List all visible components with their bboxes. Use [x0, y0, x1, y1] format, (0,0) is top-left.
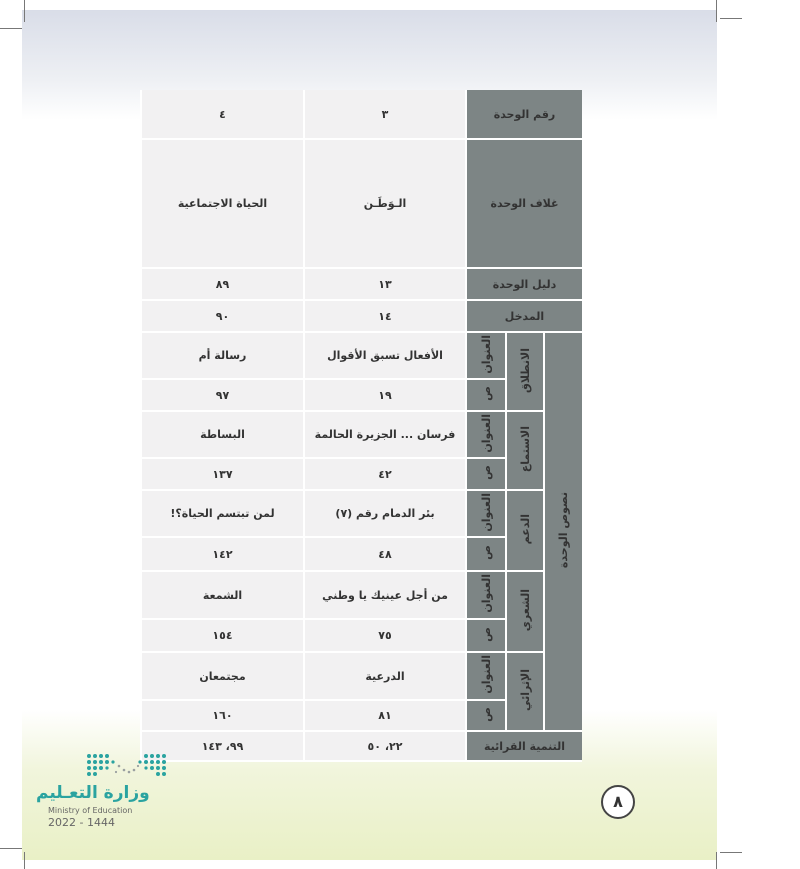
support-title-label: العنوان — [466, 490, 506, 537]
unit-4-launch-page: ٩٧ — [141, 379, 304, 411]
unit-3-intro-page: ١٤ — [304, 300, 466, 332]
unit-3-support-title: بئر الدمام رقم (٧) — [304, 490, 466, 537]
row-unit-cover — [141, 139, 582, 268]
unit-4-launch-title: رسالة أم — [141, 332, 304, 379]
page-number: ٨ — [601, 785, 635, 819]
row-support-title — [141, 490, 582, 537]
row-reading-development — [141, 731, 582, 761]
unit-4-poetry-title: الشمعة — [141, 571, 304, 619]
unit-3-guide-page: ١٣ — [304, 268, 466, 300]
unit-3-reading-pages: ٢٢، ٥٠ — [304, 731, 466, 761]
unit-cover-label: غلاف الوحدة — [466, 139, 582, 268]
launch-label: الانطلاق — [506, 332, 544, 411]
row-launch-title — [141, 332, 582, 379]
poetry-page-label: ص — [466, 619, 506, 652]
crop-mark — [0, 28, 22, 29]
unit-3-launch-title: الأفعال تسبق الأقوال — [304, 332, 466, 379]
row-unit-guide — [141, 268, 582, 300]
unit-4-cover-title: الحياة الاجتماعية — [141, 139, 304, 268]
unit-number-label: رقم الوحدة — [466, 90, 582, 139]
crop-mark — [0, 848, 22, 849]
unit-3-enrichment-page: ٨١ — [304, 700, 466, 731]
crop-mark — [720, 852, 742, 853]
unit-4-listening-page: ١٣٧ — [141, 458, 304, 490]
enrichment-title-label: العنوان — [466, 652, 506, 700]
launch-page-label: ص — [466, 379, 506, 411]
unit-3-launch-page: ١٩ — [304, 379, 466, 411]
crop-mark — [716, 852, 717, 869]
crop-mark — [24, 852, 25, 869]
support-label: الدعم — [506, 490, 544, 571]
unit-3-listening-page: ٤٢ — [304, 458, 466, 490]
enrichment-label: الإثرائي — [506, 652, 544, 731]
units-table — [140, 90, 582, 762]
crop-mark — [716, 0, 717, 22]
row-intro — [141, 300, 582, 332]
unit-4-support-title: لمن تبتسم الحياة؟! — [141, 490, 304, 537]
unit-3-cover-title: الـوَطَـن — [304, 139, 466, 268]
crop-mark — [720, 18, 742, 19]
unit-4-enrichment-title: مجتمعان — [141, 652, 304, 700]
unit-4-enrichment-page: ١٦٠ — [141, 700, 304, 731]
unit-4-reading-pages: ٩٩، ١٤٣ — [141, 731, 304, 761]
unit-3-number: ٣ — [304, 90, 466, 139]
unit-3-support-page: ٤٨ — [304, 537, 466, 571]
ministry-name-arabic: وزارة التعـليم — [36, 783, 150, 803]
listening-title-label: العنوان — [466, 411, 506, 458]
unit-4-intro-page: ٩٠ — [141, 300, 304, 332]
crop-mark — [24, 0, 25, 22]
ministry-year: 2022 - 1444 — [48, 816, 115, 829]
ministry-name-english: Ministry of Education — [48, 806, 133, 815]
poetry-title-label: العنوان — [466, 571, 506, 619]
unit-3-listening-title: فرسان ... الجزيرة الحالمة — [304, 411, 466, 458]
unit-4-listening-title: البساطة — [141, 411, 304, 458]
ministry-logo-dots-icon — [86, 752, 170, 776]
row-listening-title — [141, 411, 582, 458]
enrichment-page-label: ص — [466, 700, 506, 731]
unit-4-number: ٤ — [141, 90, 304, 139]
unit-guide-label: دليل الوحدة — [466, 268, 582, 300]
support-page-label: ص — [466, 537, 506, 571]
unit-3-enrichment-title: الدرعية — [304, 652, 466, 700]
unit-3-poetry-page: ٧٥ — [304, 619, 466, 652]
unit-4-guide-page: ٨٩ — [141, 268, 304, 300]
listening-label: الاستماع — [506, 411, 544, 490]
launch-title-label: العنوان — [466, 332, 506, 379]
unit-4-support-page: ١٤٢ — [141, 537, 304, 571]
listening-page-label: ص — [466, 458, 506, 490]
reading-development-label: التنمية القرائية — [466, 731, 582, 761]
unit-texts-label: نصوص الوحدة — [544, 332, 582, 731]
row-enrichment-title — [141, 652, 582, 700]
poetry-label: الشعري — [506, 571, 544, 652]
row-unit-number — [141, 90, 582, 139]
unit-4-poetry-page: ١٥٤ — [141, 619, 304, 652]
row-poetry-title — [141, 571, 582, 619]
unit-3-poetry-title: من أجل عينيك يا وطني — [304, 571, 466, 619]
intro-label: المدخل — [466, 300, 582, 332]
